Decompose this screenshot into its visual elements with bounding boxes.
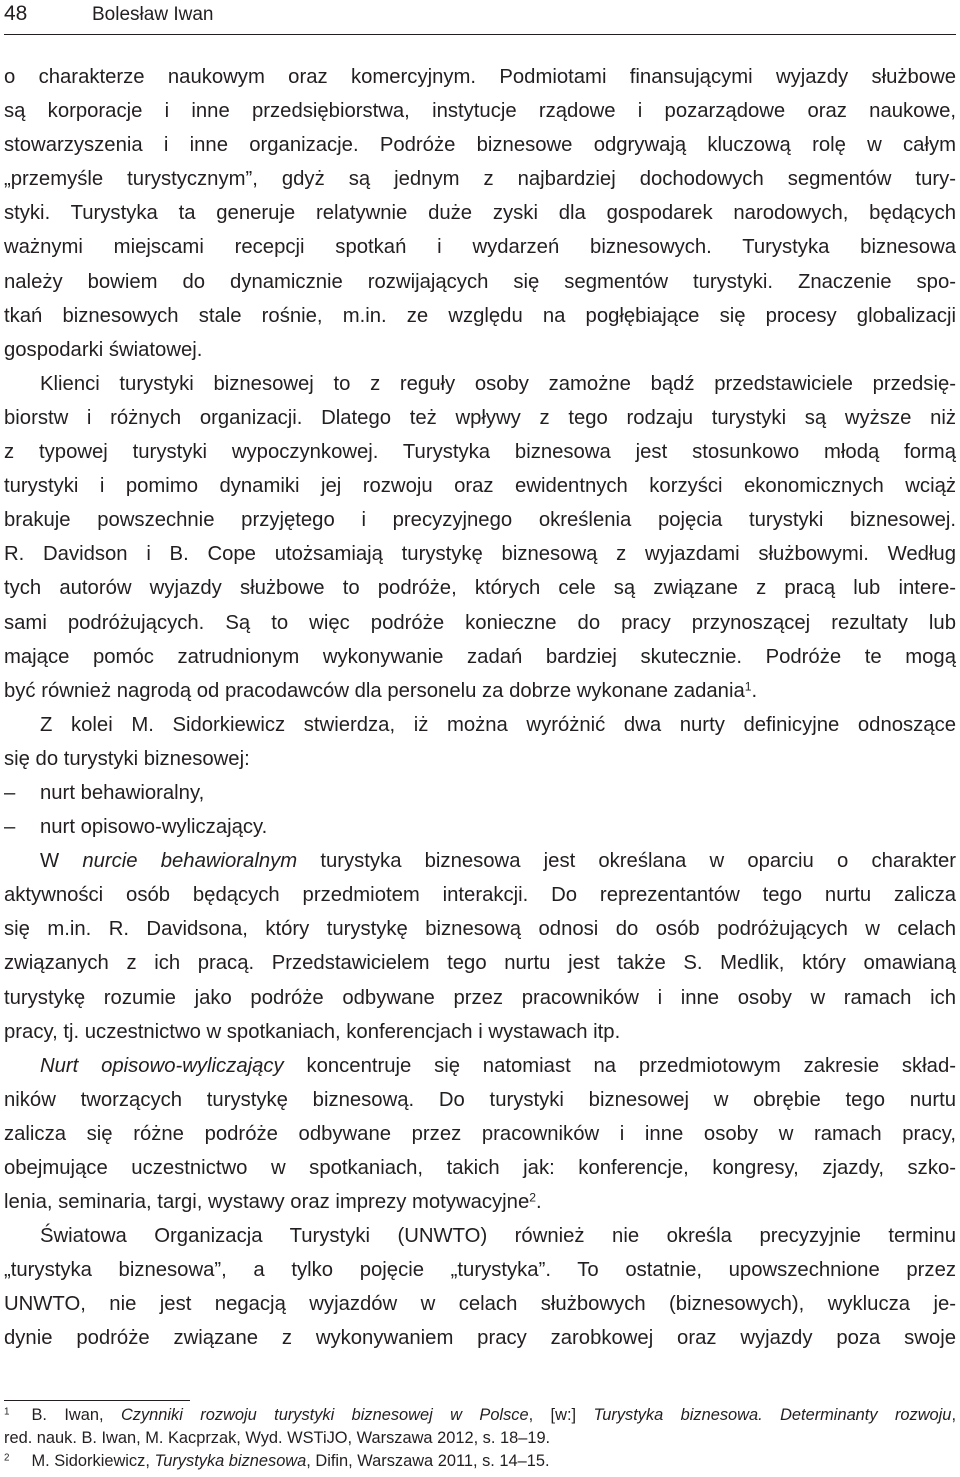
line-text: należy bowiem do dynamicznie rozwijających się segmentów turystyki. Znaczenie spo- (4, 270, 956, 293)
text-line (4, 265, 956, 299)
footnote-text: red. nauk. B. Iwan, M. Kacprzak, Wyd. WSTiJO, Warszawa 2012, s. 18–19. (4, 1429, 551, 1447)
text-line (4, 946, 956, 980)
text-line (4, 401, 956, 435)
text-line (4, 196, 956, 230)
line-text: nurt opisowo-wyliczający. (40, 816, 268, 839)
text-line (4, 230, 956, 264)
text-line (4, 640, 956, 674)
line-text: UNWTO, nie jest negacją wyjazdów w celach służbowych (biznesowych), wyklucza je- (4, 1293, 956, 1316)
text-line (4, 60, 956, 94)
footnote (4, 1450, 956, 1473)
line-text: lenia, seminaria, targi, wystawy oraz imprezy motywacyjne (4, 1191, 530, 1214)
italic-term: Nurt opisowo-wyliczający (40, 1054, 284, 1077)
footnote-text: , Difin, Warszawa 2011, s. 14–15. (306, 1452, 550, 1470)
line-text: tych autorów wyjazdy służbowe to podróże, których cele są związane z pracą lub intere- (4, 577, 956, 600)
footnote-number: 1 (4, 1406, 10, 1418)
line-text: koncentruje się natomiast na przedmiotowym zakresie skład- (283, 1054, 956, 1077)
text-line (4, 94, 956, 128)
footnote-text: , (951, 1406, 956, 1424)
line-text: obejmujące uczestnictwo w spotkaniach, takich jak: konferencje, kongresy, zjazdy, szko- (4, 1157, 956, 1179)
text-line (4, 1219, 956, 1253)
line-text: być również nagrodą od pracodawców dla personelu za dobrze wykonane zadania (4, 679, 745, 702)
line-text: turystyki i pomimo dynamiki jej rozwoju oraz ewidentnych korzyści ekonomicznych wciąż (4, 475, 956, 498)
text-line (4, 435, 956, 469)
text-line (4, 469, 956, 503)
line-text: się m.in. R. Davidsona, który turystykę biznesową odnosi do osób podróżujących w celach (4, 918, 956, 941)
text-line (4, 162, 956, 196)
line-text: zalicza się różne podróże odbywane przez pracowników i inne osoby w ramach pracy, (4, 1122, 956, 1145)
text-line (4, 1321, 956, 1355)
footnote-ref: 1 (744, 679, 752, 693)
footnote (4, 1427, 956, 1450)
line-text: R. Davidson i B. Cope utożsamiają turystykę biznesową z wyjazdami służbowymi. Według (4, 543, 956, 566)
line-text: gospodarki światowej. (4, 338, 203, 361)
text-line (4, 333, 956, 367)
text-line (4, 537, 956, 571)
footnote-number: 2 (4, 1452, 10, 1464)
running-title: Bolesław Iwan (92, 4, 214, 25)
footnote (4, 1404, 956, 1427)
line-prefix: W (40, 850, 83, 873)
footnote-text: M. Sidorkiewicz, (31, 1452, 155, 1470)
line-text: ników tworzących turystykę biznesową. Do turystyki biznesowej w obrębie tego nurtu (4, 1088, 956, 1111)
line-text: turystykę rozumie jako podróże odbywane przez pracowników i inne osoby w ramach ich (4, 986, 956, 1009)
text-line (4, 1117, 956, 1151)
text-line (4, 367, 956, 401)
text-line (4, 981, 956, 1015)
line-text: mające pomóc zatrudnionym wykonywanie zadań bardziej skutecznie. Podróże te mogą (4, 645, 956, 668)
list-dash: – (4, 781, 16, 804)
text-line (4, 1287, 956, 1321)
line-text: „turystyka biznesowa”, a tylko pojęcie „turystyka”. To ostatnie, upowszechnione przez (4, 1259, 956, 1282)
text-line (4, 1015, 956, 1049)
page-number: 48 (4, 2, 28, 25)
text-line (4, 878, 956, 912)
line-end: . (536, 1191, 542, 1214)
text-line (4, 1253, 956, 1287)
line-text: są korporacje i inne przedsiębiorstwa, instytucje rządowe i pozarządowe oraz naukowe, (4, 100, 956, 123)
text-line (4, 299, 956, 333)
line-text: z typowej turystyki wypoczynkowej. Turystyka biznesowa jest stosunkowo młodą formą (4, 441, 956, 464)
line-text: stowarzyszenia i inne organizacje. Podróże biznesowe odgrywają kluczową rolę w całym (4, 134, 956, 157)
line-text: nurt behawioralny, (40, 781, 205, 804)
text-line (4, 674, 956, 708)
footnote-text: , [w:] (528, 1406, 594, 1424)
text-line (4, 742, 956, 776)
line-text: styki. Turystyka ta generuje relatywnie duże zyski dla gospodarek narodowych, będących (4, 202, 956, 225)
text-line (4, 1151, 956, 1185)
line-text: turystyka biznesowa jest określana w oparciu o charakter (297, 850, 957, 873)
line-text: Z kolei M. Sidorkiewicz stwierdza, iż można wyróżnić dwa nurty definicyjne odnoszące (40, 713, 956, 736)
text-line (4, 128, 956, 162)
line-text: ważnymi miejscami recepcji spotkań i wydarzeń biznesowych. Turystyka biznesowa (4, 236, 956, 259)
line-end: . (751, 679, 758, 702)
line-text: sami podróżujących. Są to więc podróże konieczne do pracy przynoszącej rezultaty lub (4, 611, 956, 634)
italic-term: nurcie behawioralnym (82, 850, 298, 873)
line-text: aktywności osób będących przedmiotem interakcji. Do reprezentantów tego nurtu zalicza (4, 884, 956, 907)
line-text: pracy, tj. uczestnictwo w spotkaniach, konferencjach i wystawach itp. (4, 1020, 621, 1043)
body-text (4, 60, 956, 1356)
footnote-italic: Turystyka biznesowa. Determinanty rozwoju (593, 1406, 952, 1424)
footnotes (4, 1404, 956, 1473)
text-line (4, 1049, 956, 1083)
line-text: się do turystyki biznesowej: (4, 747, 250, 770)
text-line (4, 708, 956, 742)
text-line (4, 503, 956, 537)
footnote-italic: Czynniki rozwoju turystyki biznesowej w Polsce (120, 1406, 529, 1424)
text-line (4, 810, 956, 844)
line-text: związanych z ich pracą. Przedstawicielem tego nurtu jest także S. Medlik, który omawianą (4, 952, 956, 975)
footnote-ref: 2 (529, 1190, 536, 1205)
footnote-italic: Turystyka biznesowa (154, 1452, 307, 1470)
line-text: tkań biznesowych stale rośnie, m.in. ze względu na pogłębiające się procesy globalizacji (4, 304, 956, 327)
line-text: „przemyśle turystycznym”, gdyż są jednym z najbardziej dochodowych segmentów tury- (4, 168, 956, 191)
text-line (4, 776, 956, 810)
text-line (4, 606, 956, 640)
line-text: dynie podróże związane z wykonywaniem pracy zarobkowej oraz wyjazdy poza swoje (4, 1327, 956, 1350)
running-header (4, 0, 956, 35)
line-text: Klienci turystyki biznesowej to z reguły osoby zamożne bądź przedstawiciele przedsię- (40, 372, 956, 395)
list-dash: – (4, 816, 16, 839)
text-line (4, 912, 956, 946)
line-text: biorstw i różnych organizacji. Dlatego też wpływy z tego rodzaju turystyki są wyższe niż (4, 406, 956, 429)
footnote-text: B. Iwan, (31, 1406, 121, 1424)
footnote-separator (4, 1400, 190, 1401)
line-text: o charakterze naukowym oraz komercyjnym. Podmiotami finansującymi wyjazdy służbowe (4, 66, 956, 88)
text-line (4, 1185, 956, 1219)
text-line (4, 844, 956, 878)
line-text: brakuje powszechnie przyjętego i precyzyjnego określenia pojęcia turystyki biznesowej. (4, 509, 956, 532)
text-line (4, 571, 956, 605)
line-text: Światowa Organizacja Turystyki (UNWTO) również nie określa precyzyjnie terminu (40, 1225, 956, 1248)
text-line (4, 1083, 956, 1117)
